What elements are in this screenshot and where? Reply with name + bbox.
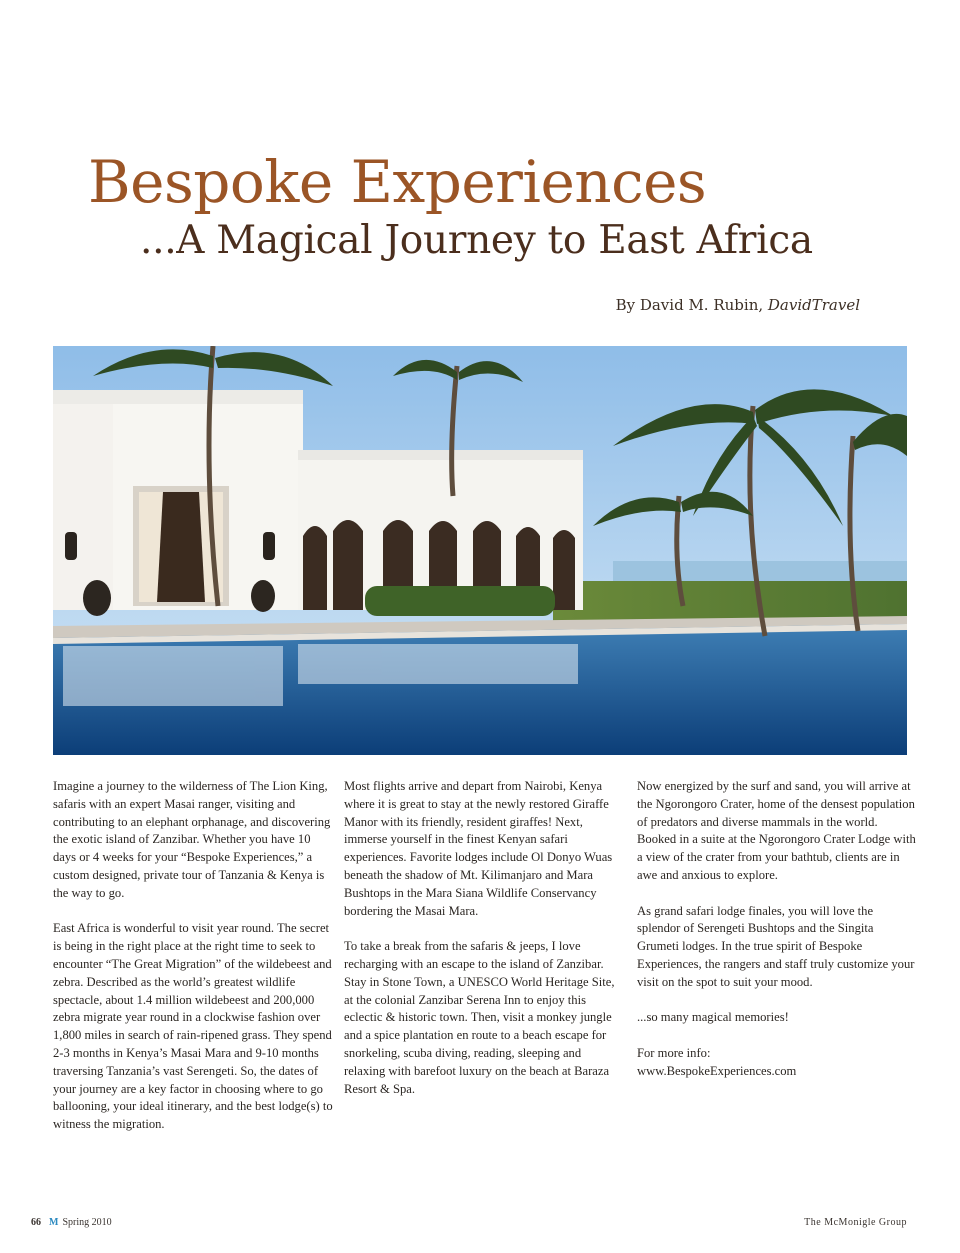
- article-column-3: [637, 778, 917, 1098]
- paragraph: Now energized by the surf and sand, you will arrive at the Ngorongoro Crater, home of the densest population of predators and diverse mammals in the world. Booked in a suite at the Ngorongoro Crater Lodge with a view of the crater from your bathtub, clients are in awe and anxious to explore.: [637, 779, 916, 882]
- paragraph: Most flights arrive and depart from Nairobi, Kenya where it is great to stay at the newly restored Giraffe Manor with its friendly, resident giraffes! Next, immerse yourself in the finest Kenyan safari experiences. Favorite lodges include Ol Donyo Wuas beneath the shadow of Mt. Kilimanjaro and Mara Bushtops in the Mara Siana Wildlife Conservancy bordering the Masai Mara.: [344, 779, 613, 918]
- magazine-logo: M: [49, 1217, 59, 1228]
- byline-author: By David M. Rubin,: [615, 296, 768, 314]
- paragraph: As grand safari lodge finales, you will love the splendor of Serengeti Bushtops and the Singita Grumeti lodges. In the true spirit of Bespoke Experiences, the rangers and staff truly customize your visit on the spot to suit your mood.: [637, 903, 915, 989]
- paragraph: Imagine a journey to the wilderness of The Lion King, safaris with an expert Masai ranger, visiting and contributing to an elephant orphanage, and discovering the exotic island of Zanzibar. Whether you have 10 days or 4 weeks for your “Bespoke Experiences,” a custom designed, private tour of Tanzania & Kenya is the way to go.: [53, 779, 331, 900]
- paragraph: East Africa is wonderful to visit year round. The secret is being in the right place at the right time to seek to encounter “The Great Migration” of the wildebeest and zebra. Described as the world’s greatest wildlife spectacle, about 1.4 million wildebeest and 200,000 zebra migrate year round in a clockwise fashion over 1,800 miles in search of rain-ripened grass. They spend 2-3 months in Kenya’s Masai Mara and 9-10 months traversing Tanzania’s vast Serengeti. So, the dates of your journey are a key factor in choosing where to go ballooning, your ideal itinerary, and the best lodge(s) to witness the migration.: [53, 921, 333, 1132]
- byline-brand: DavidTravel: [767, 296, 860, 314]
- more-info: For more info: www.BespokeExperiences.com: [637, 1045, 797, 1078]
- article-column-2: [344, 778, 624, 1116]
- article-column-1: [53, 778, 333, 1152]
- paragraph: To take a break from the safaris & jeeps, I love recharging with an escape to the island of Zanzibar. Stay in Stone Town, a UNESCO World Heritage Site, at the colonial Zanzibar Serena Inn to enjoy this eclectic & historic town. Then, visit a monkey jungle and a spice plantation en route to a beach escape for snorkeling, scuba diving, reading, sleeping and relaxing with barefoot luxury on the beach at Baraza Resort & Spa.: [344, 939, 615, 1096]
- article-title: Bespoke Experiences: [88, 148, 707, 216]
- byline: [616, 296, 860, 314]
- page-number: 66: [31, 1217, 41, 1228]
- hero-photo: [53, 346, 907, 755]
- issue-label: Spring 2010: [62, 1217, 112, 1228]
- article-subtitle: ...A Magical Journey to East Africa: [140, 218, 813, 263]
- page-folio: [31, 1217, 112, 1228]
- publisher-name: The McMonigle Group: [804, 1217, 907, 1228]
- paragraph: ...so many magical memories!: [637, 1010, 789, 1025]
